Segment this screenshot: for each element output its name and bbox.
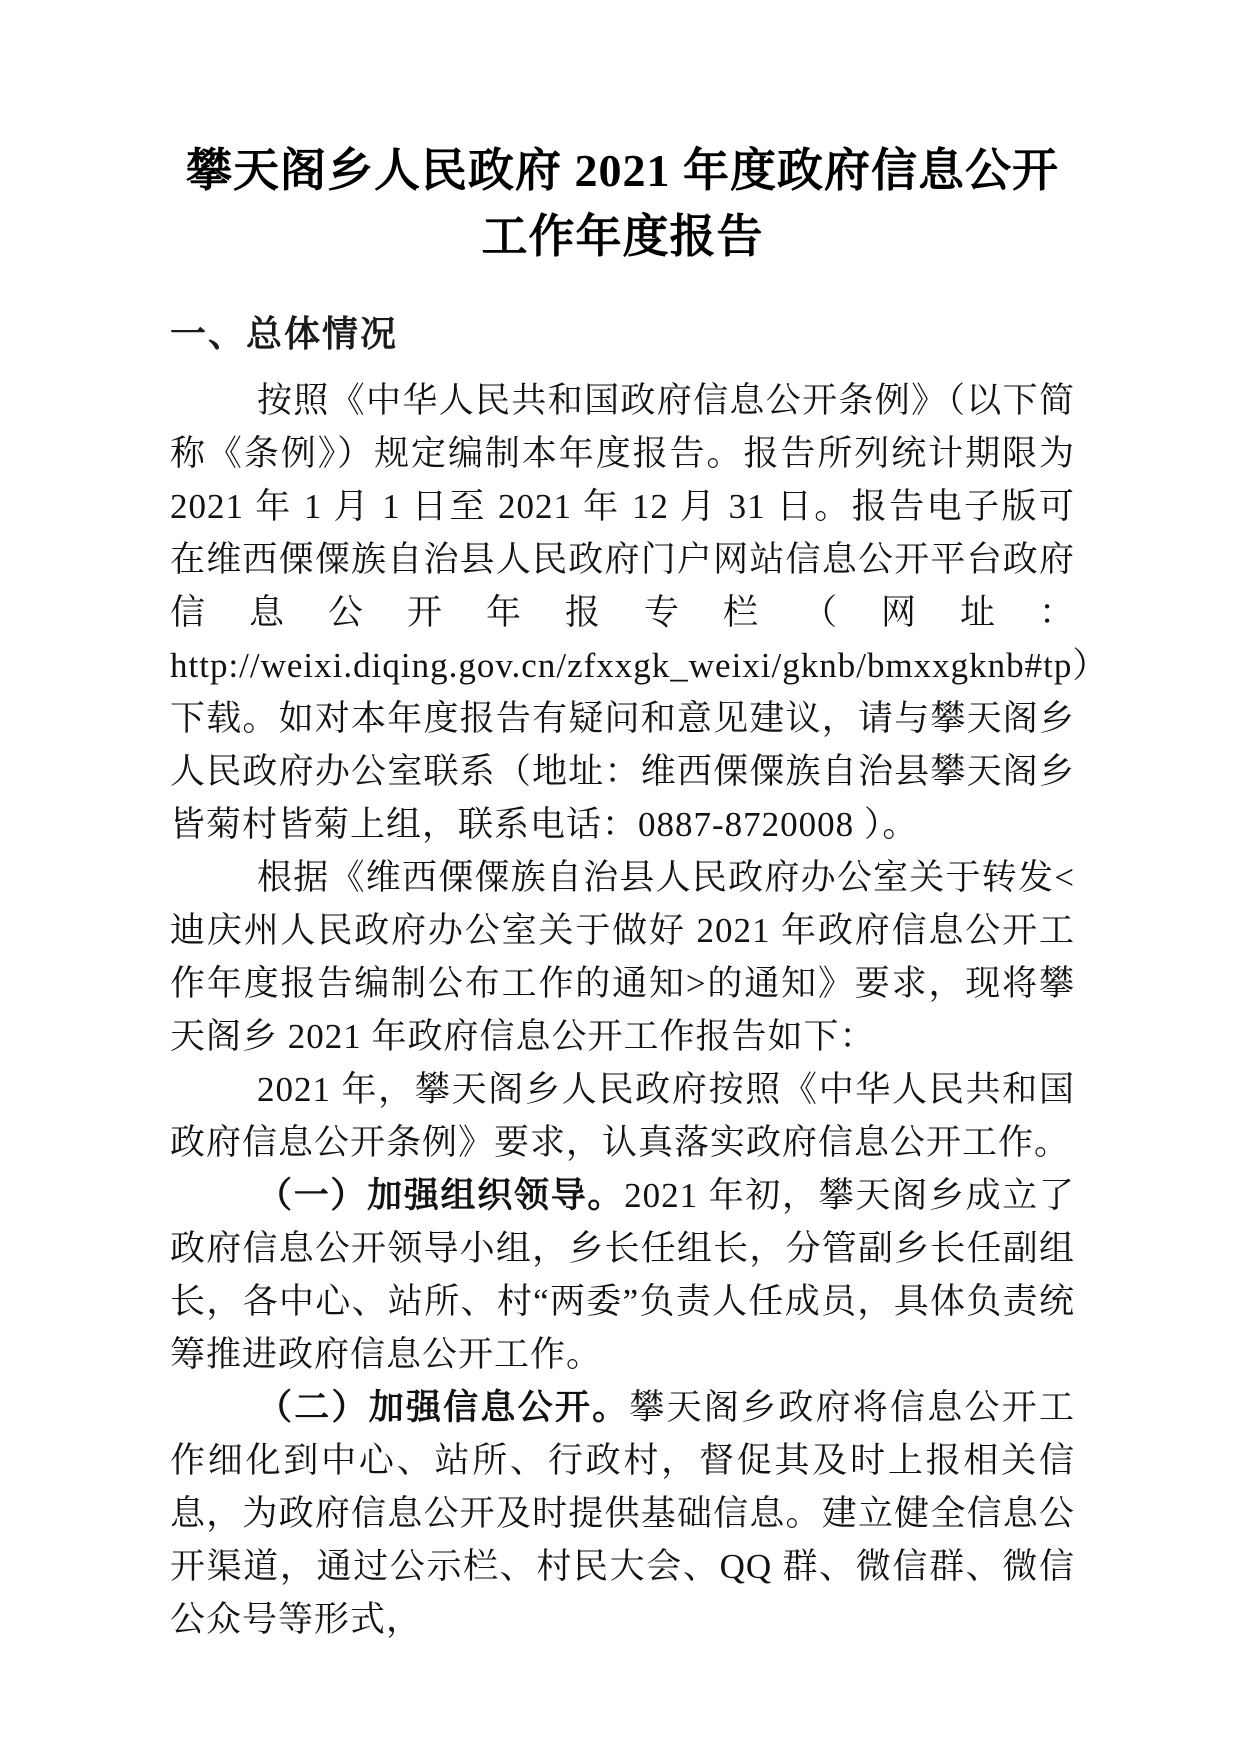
paragraph <box>170 1169 1075 1381</box>
document-title: 攀天阁乡人民政府 2021 年度政府信息公开工作年度报告 <box>186 145 1059 262</box>
paragraph-text: 攀天阁乡政府将信息公开工作细化到中心、站所、行政村，督促其及时上报相关信息，为政府信息公开及时提供基础信息。建立健全信息公开渠道，通过公示栏、村民大会、QQ 群、微信群、微信公众号等形式， <box>170 1388 1075 1639</box>
paragraph <box>170 851 1075 1063</box>
paragraph-text: 根据《维西傈僳族自治县人民政府办公室关于转发<迪庆州人民政府办公室关于做好 2021 年政府信息公开工作年度报告编制公布工作的通知>的通知》要求，现将攀天阁乡 2021 年政府信息公开工作报告如下： <box>170 858 1075 1056</box>
paragraph <box>170 1063 1075 1169</box>
section-heading-overall-situation: 一、总体情况 <box>170 313 399 354</box>
paragraph-text: 2021 年初，攀天阁乡成立了政府信息公开领导小组，乡长任组长，分管副乡长任副组长，各中心、站所、村“两委”负责人任成员，具体负责统筹推进政府信息公开工作。 <box>170 1176 1075 1374</box>
paragraph-text: 2021 年，攀天阁乡人民政府按照《中华人民共和国政府信息公开条例》要求，认真落实政府信息公开工作。 <box>170 1070 1075 1162</box>
paragraph-text: 按照《中华人民共和国政府信息公开条例》（以下简称《条例》）规定编制本年度报告。报告所列统计期限为 2021 年 1 月 1 日至 2021 年 12 月 31 日。报告电子版可在维西傈僳族自治县人民政府门户网站信息公开平台政府信息公开年报专栏（网址：http://weixi.diqing.gov.cn/zfxxgk_weixi/gknb/bmxxgknb#tp）下载。如对本年度报告有疑问和意见建议，请与攀天阁乡人民政府办公室联系（地址：维西傈僳族自治县攀天阁乡皆菊村皆菊上组，联系电话：0887-8720008 ）。 <box>170 381 1109 844</box>
paragraph <box>170 1381 1075 1646</box>
paragraph <box>170 374 1109 851</box>
paragraph-bold-lead: （一）加强组织领导。 <box>257 1176 625 1215</box>
paragraph-bold-lead: （二）加强信息公开。 <box>257 1388 630 1427</box>
